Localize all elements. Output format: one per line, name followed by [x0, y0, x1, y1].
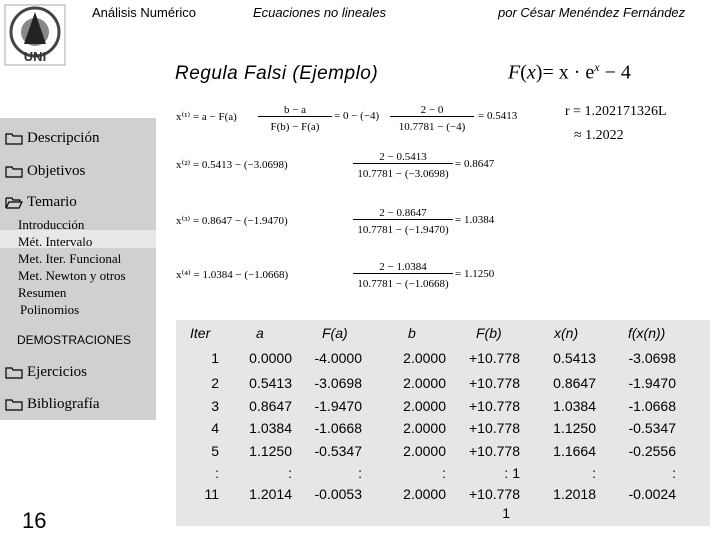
table-cell: -0.5347 — [314, 443, 362, 459]
folder-icon — [5, 398, 23, 411]
formula-1-num2: 2 − 0 — [390, 104, 474, 117]
nav-temario[interactable] — [5, 194, 77, 211]
root-exact: r = 1.202171326L — [565, 104, 667, 119]
table-cell: +10.778 — [469, 486, 520, 502]
table-cell: 11 — [204, 486, 219, 502]
folder-icon — [5, 132, 23, 145]
table-cell: -4.0000 — [314, 350, 362, 366]
formula-4-result: = 1.1250 — [455, 268, 495, 280]
table-cell: 0.5413 — [553, 350, 596, 366]
formula-3-result: = 1.0384 — [455, 214, 495, 226]
nav-temario-label: Temario — [27, 194, 77, 210]
table-cell: +10.778 — [469, 443, 520, 459]
formula-2-den: 10.7781 − (−3.0698) — [357, 168, 449, 180]
table-cell: -1.9470 — [628, 375, 676, 391]
header-author: por César Menéndez Fernández — [498, 5, 686, 20]
table-cell: : — [592, 465, 596, 481]
formula-1-den2: 10.7781 − (−4) — [398, 121, 466, 133]
sub-iter-funcional[interactable]: Met. Iter. Funcional — [18, 251, 122, 266]
table-cell: -3.0698 — [314, 375, 362, 391]
table-header: a — [256, 325, 264, 341]
formula-3-lhs: x⁽³⁾ = 0.8647 − (−1.9470) — [176, 215, 288, 227]
table-cell: 1.2018 — [553, 486, 596, 502]
table-header: x(n) — [554, 325, 579, 341]
formula-1-num: b − a — [258, 104, 332, 117]
table-header: b — [408, 325, 416, 341]
table-cell: -1.0668 — [628, 398, 676, 414]
university-logo — [4, 4, 66, 66]
table-cell: 1.0384 — [249, 420, 292, 436]
formula-1-lhs: x⁽¹⁾ = a − F(a) — [176, 111, 237, 123]
table-cell: 2.0000 — [403, 486, 446, 502]
formula-2-num: 2 − 0.5413 — [353, 151, 453, 164]
table-cell: : — [215, 465, 219, 481]
formula-4-num: 2 − 1.0384 — [353, 261, 453, 274]
table-cell: -3.0698 — [628, 350, 676, 366]
formula-4-den: 10.7781 − (−1.0668) — [357, 278, 449, 290]
table-cell: : — [672, 465, 676, 481]
folder-icon — [5, 165, 23, 178]
table-cell: 1.2014 — [249, 486, 292, 502]
nav-objetivos[interactable] — [5, 163, 85, 180]
table-cell: 2.0000 — [403, 350, 446, 366]
sub-intervalo[interactable]: Mét. Intervalo — [18, 234, 93, 249]
table-cell: +10.778 — [469, 350, 520, 366]
table-cell: 2.0000 — [403, 375, 446, 391]
table-cell: 3 — [211, 398, 219, 414]
table-cell: -0.0053 — [314, 486, 362, 502]
table-cell: -0.0024 — [628, 486, 676, 502]
formula-3-num: 2 − 0.8647 — [353, 207, 453, 220]
sub-polinomios[interactable]: Polinomios — [20, 302, 80, 317]
table-cell: 5 — [211, 443, 219, 459]
formula-4-lhs: x⁽⁴⁾ = 1.0384 − (−1.0668) — [176, 269, 289, 281]
table-cell: -0.5347 — [628, 420, 676, 436]
table-header: F(a) — [322, 325, 348, 341]
slide-number: 16 — [22, 508, 47, 533]
formula-2-result: = 0.8647 — [455, 158, 495, 170]
table-cell: 1 — [211, 350, 219, 366]
table-cell: 1.0384 — [553, 398, 596, 414]
table-cell: : 1 — [504, 465, 520, 481]
open-folder-icon — [5, 196, 23, 209]
table-cell: +10.778 — [469, 398, 520, 414]
svg-text:UNI: UNI — [23, 49, 47, 64]
table-cell: +10.778 — [469, 375, 520, 391]
nav-ejercicios[interactable] — [5, 364, 87, 381]
table-header: f(x(n)) — [628, 325, 666, 341]
slide-title: Regula Falsi (Ejemplo) — [175, 63, 379, 84]
formula-1-result: = 0.5413 — [478, 110, 518, 122]
nav-descripcion-label: Descripción — [27, 130, 100, 146]
nav-demostraciones[interactable]: DEMOSTRACIONES — [17, 333, 132, 347]
table-cell: 2.0000 — [403, 420, 446, 436]
table-cell: 0.5413 — [249, 375, 292, 391]
table-cell: 1.1664 — [553, 443, 596, 459]
table-cell: 0.8647 — [553, 375, 596, 391]
table-cell: 1 — [502, 505, 510, 521]
nav-descripcion[interactable] — [5, 130, 99, 147]
table-cell: -0.2556 — [628, 443, 676, 459]
table-cell: 2 — [211, 375, 219, 391]
table-cell: 4 — [211, 420, 219, 436]
formula-1-eq: = 0 − (−4) — [334, 110, 380, 122]
sub-resumen[interactable]: Resumen — [18, 285, 67, 300]
function-formula: $F(x)= x \cdot e^x - 4$ — [508, 60, 631, 84]
header-topic: Ecuaciones no lineales — [253, 5, 386, 20]
root-approx: ≈ 1.2022 — [574, 128, 624, 143]
table-header: F(b) — [476, 325, 502, 341]
table-cell: 1.1250 — [553, 420, 596, 436]
formula-2-lhs: x⁽²⁾ = 0.5413 − (−3.0698) — [176, 159, 288, 171]
nav-ejercicios-label: Ejercicios — [27, 364, 87, 380]
sub-introduccion[interactable]: Introducción — [18, 217, 85, 232]
table-cell: : — [358, 465, 362, 481]
table-cell: -1.9470 — [314, 398, 362, 414]
sub-newton[interactable]: Met. Newton y otros — [18, 268, 126, 283]
table-cell: : — [442, 465, 446, 481]
formula-3-den: 10.7781 − (−1.9470) — [357, 224, 449, 236]
table-header: Iter — [190, 325, 211, 341]
table-cell: 1.1250 — [249, 443, 292, 459]
table-cell: 0.0000 — [249, 350, 292, 366]
nav-objetivos-label: Objetivos — [27, 163, 86, 179]
table-cell: 2.0000 — [403, 443, 446, 459]
table-cell: +10.778 — [469, 420, 520, 436]
nav-bibliografia-label: Bibliografía — [27, 396, 100, 412]
table-cell: : — [288, 465, 292, 481]
nav-bibliografia[interactable] — [5, 396, 99, 413]
table-cell: -1.0668 — [314, 420, 362, 436]
folder-icon — [5, 366, 23, 379]
header-course: Análisis Numérico — [92, 5, 197, 20]
table-cell: 2.0000 — [403, 398, 446, 414]
formula-1-den: F(b) − F(a) — [270, 121, 320, 133]
table-cell: 0.8647 — [249, 398, 292, 414]
